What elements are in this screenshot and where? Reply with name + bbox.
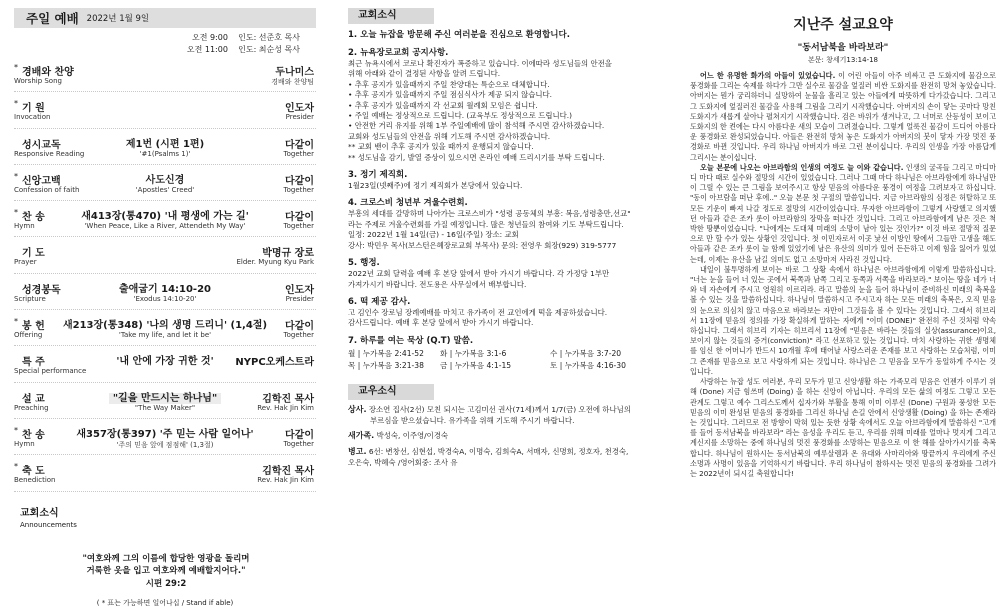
news-line: • 추후 공지가 있을때까지 주일 찬양대는 특순으로 대체합니다. bbox=[348, 79, 550, 89]
news-header: 교회소식 bbox=[348, 8, 434, 24]
qt-day: 월 | 누가복음 2:41-52 bbox=[348, 348, 424, 358]
order-item-leader-en: Together bbox=[283, 149, 314, 158]
order-item-leader-en: Together bbox=[283, 185, 314, 194]
order-item bbox=[14, 274, 316, 310]
order-item-detail: 새413장(통470) '내 평생에 가는 길' bbox=[81, 211, 249, 223]
news-item-4-heading: 4. 크로스비 청년부 겨울수련회. bbox=[348, 198, 468, 209]
sermon-reference: 본문: 창세기13:14-18 bbox=[808, 56, 878, 64]
order-item-title: 축 도 bbox=[22, 466, 45, 478]
news-line: 감사드립니다. 예배 후 본당 앞에서 받아 가시기 바랍니다. bbox=[348, 318, 534, 328]
order-item-detail: 새213장(통348) '나의 생명 드리니' (1,4절) bbox=[62, 320, 268, 332]
order-item-title: 성시교독 bbox=[22, 139, 61, 151]
worship-title: 주일 예배 bbox=[26, 11, 79, 26]
order-item-detail-en: "The Way Maker" bbox=[134, 403, 196, 412]
stand-mark: * bbox=[14, 208, 18, 218]
service-time-row: 오전 9:00 인도: 선준호 목사 bbox=[191, 33, 300, 42]
order-item-title: 찬 송 bbox=[22, 429, 45, 441]
order-item-leader-en: Elder. Myung Kyu Park bbox=[236, 258, 314, 267]
church-news-panel bbox=[342, 0, 662, 612]
order-item-title-en: Worship Song bbox=[14, 77, 62, 85]
news-line: 최근 뉴욕시에서 코로나 확진자가 폭증하고 있습니다. 이에따라 성도님들의 안전을 bbox=[348, 59, 612, 68]
order-item-detail: "길을 만드시는 하나님" bbox=[14, 389, 316, 404]
news-line: • 주일 예배는 정상적으로 드립니다. (교육부도 정상적으로 드립니다.) bbox=[348, 111, 573, 121]
mourning-notice: 상사. 장소연 집사(2선) 모친 되시는 고김미선 권사(71세)께서 1/7(금) 오전에 하나님의 부르심을 받으셨습니다. 유가족을 위해 기도해 주시기 바랍니다. bbox=[348, 404, 631, 425]
stand-mark: * bbox=[14, 99, 18, 109]
order-item-detail: 사도신경 bbox=[145, 174, 185, 186]
order-item-detail-en: 'Exodus 14:10-20' bbox=[133, 294, 197, 303]
new-family-notice: 새가족. 박성숙, 이주영/이경숙 bbox=[348, 431, 449, 441]
order-item-leader: NYPC오케스트라 bbox=[235, 357, 314, 369]
order-item-leader-en: Together bbox=[283, 331, 314, 340]
news-line: 교회와 성도님들의 안전을 위해 기도해 주시면 감사하겠습니다. bbox=[348, 131, 551, 141]
order-item-title: 봉 헌 bbox=[22, 321, 45, 333]
order-item-title: 찬 송 bbox=[22, 212, 45, 224]
order-item-detail: '내 안에 가장 귀한 것' bbox=[116, 356, 214, 368]
news-item-4-body bbox=[348, 209, 656, 251]
order-item-title-en: Invocation bbox=[14, 113, 51, 122]
order-item-title-en: Hymn bbox=[14, 439, 35, 448]
order-item-leader-en: 경배와 찬양팀 bbox=[271, 78, 314, 86]
stand-mark: * bbox=[14, 425, 18, 435]
sermon-paragraph: 어느 한 유명한 화가의 아들이 있었습니다. 이 어린 아들이 아주 비싸고 큰 도화지에 물감으로 풍경화를 그리는 숙제를 하다가 그만 실수로 물감을 엎질러 비싼 도화지를 완전히 망쳐 놓았습니다. 아버지는 뭔가 궁리하더니 실망하여 눈물을 흘리고 있는 아들에게 따뜻하게 다가갔습니다. 그리고 그 도화지에 엎질러진 물감을 사용해 그림을 그리기 시작했습니다. 아버지의 손이 닿는 곳마다 망친 도화지가 새롭게 살아나 펼쳐지기 시작했습니다. 검은 바위가 생겨나고, 그 너머로 산등성이 보이고 도화지의 한 켠에는 다시 아름다운 새의 모습이 그려졌습니다. 그렇게 얼룩진 물감이 드디어 아름다운 풍경화로 완성되었습니다. 아들은 완전히 망쳐 놓은 도화지가 아버지의 붓이 닿자 가장 멋진 풍경화로 바뀐 것입니다. 우리 하나님 아버지가 바로 그런 분이십니다. 우리의 인생을 가장 아름답게 그리시는 분이십니다. bbox=[690, 71, 996, 162]
order-item-title-en: Offering bbox=[14, 331, 43, 340]
news-item-5-heading: 5. 행정. bbox=[348, 258, 380, 269]
order-item bbox=[14, 56, 316, 92]
order-item-title: 기 도 bbox=[22, 248, 45, 260]
qt-schedule bbox=[348, 348, 656, 372]
worship-date: 2022년 1월 9일 bbox=[86, 14, 150, 24]
order-item-detail: 제1번 (시편 1편) bbox=[125, 138, 205, 150]
sick-notice: 병고. 6선: 변창선, 심현섭, 박경숙A, 이명숙, 김희숙A, 서매자, 신명희, 정호자, 천경숙, 오은숙, 박혜숙 /영어회중: 조사 유 bbox=[348, 447, 629, 467]
order-item-leader: 김학진 목사 bbox=[262, 466, 314, 478]
news-line: 부흥의 세대를 갈망하며 나아가는 크로스비가 "성령 공동체의 부흥: 복음,성령충만,선교" bbox=[348, 209, 631, 219]
order-item-leader: 박명규 장로 bbox=[262, 248, 314, 260]
sermon-summary-title: 지난주 설교요약 bbox=[793, 17, 893, 33]
order-item-detail-en: 'When Peace, Like a River, Attendeth My Way' bbox=[84, 222, 246, 231]
order-item-leader-en: Presider bbox=[285, 113, 314, 122]
order-item-title-en: Hymn bbox=[14, 222, 35, 231]
service-time-row: 오전 11:00 인도: 최순성 목사 bbox=[186, 45, 300, 54]
news-line: 고 김인수 장로님 장례예배를 마치고 유가족이 전 교인에게 떡을 제공하셨습니다. bbox=[348, 307, 608, 317]
order-item-title-en: Prayer bbox=[14, 258, 37, 267]
order-item-detail-en: '#1(Psalms 1)' bbox=[139, 149, 191, 158]
qt-day: 금 | 누가복음 4:1-15 bbox=[440, 360, 512, 370]
stand-note: ( * 표는 가능하면 일어나십 / Stand if able) bbox=[96, 599, 234, 608]
qt-day: 수 | 누가복음 3:7-20 bbox=[550, 348, 622, 358]
order-item-title-en: Scripture bbox=[14, 294, 46, 303]
order-item-detail-en: '주의 믿음 앞에 점점해' (1,3절) bbox=[116, 440, 214, 449]
order-item bbox=[14, 165, 316, 201]
order-list bbox=[14, 56, 316, 492]
order-item-leader-en: Rev. Hak Jin Kim bbox=[257, 476, 314, 485]
order-item-leader: 다같이 bbox=[285, 139, 314, 151]
order-item-leader: 다같이 bbox=[285, 175, 314, 187]
order-item bbox=[14, 237, 316, 273]
order-item-title-en: Benediction bbox=[14, 476, 56, 485]
order-item-leader: 다같이 bbox=[285, 321, 314, 333]
order-item-detail: 출애굽기 14:10-20 bbox=[118, 283, 212, 295]
news-line: 위해 아래와 같이 결정된 사항을 알려 드립니다. bbox=[348, 69, 501, 79]
order-item-title-en: Special performance bbox=[14, 367, 87, 376]
news-line: 라는 주제로 겨울수련회를 가질 예정입니다. 많은 청년들의 참여와 기도 부탁드립니다. bbox=[348, 219, 624, 229]
members-news-header: 교우소식 bbox=[348, 384, 434, 400]
sermon-paragraph: 사랑하는 뉴잡 성도 여러분, 우리 모두가 믿고 신앙생활 하는 가족모리 믿음은 언젠가 이루기 위해 (Done) 지금 힘쓰며 (Doing) 을 하는 신앙이 아닙니다. 우리의 모든 삶의 여정도 그렇고 모든 관계도 그렇고 예수 그리스도께서 십자가와 부활을 통해 이미 이루신 (Done) 구원과 풍성한 모든 믿음의 이미 완성된 믿음의 풍경화를 그리신 하나님 손길 안에서 신앙생활 (Doing) 을 하는 존재라는 것입니다. 그러므로 전 방향이 막혀 있는 듯한 상황 속에서도 오늘 아브라함에게 말씀하신 "고개를 들어 동서남북을 바라보라" 라는 음성을 우리도 듣고, 우리를 위해 미래를 얼마나 멋지게 그리고 계신지를 소망하는 중에 하나님의 멋진 풍경화를 소망하는 믿음으로 이 한 해를 살아가시기를 축복합니다. 하나님이 원하시는 동서남북의 예루살렘과 온 유대와 사마리아와 땅끝까지 우리에게 주신 소명과 사명이 있음을 기억하시기 바랍니다. 우리 하나님이 참하시는 멋진 믿음의 풍경화를 그려가는 2022년이 되시길 축원합니다! bbox=[690, 377, 996, 478]
order-item-title-en: Confession of faith bbox=[14, 185, 80, 194]
order-item-leader: 다같이 bbox=[285, 212, 314, 224]
order-item-detail-en: 'Take my life, and let it be' bbox=[118, 331, 212, 340]
order-item-leader-en: Presider bbox=[285, 294, 314, 303]
sermon-summary-panel bbox=[680, 0, 1008, 612]
order-item-leader: 김학진 목사 bbox=[262, 393, 314, 405]
order-item-title: 기 원 bbox=[22, 103, 45, 115]
news-item-3-body: 1월23일(넷째주)에 정기 제직회가 본당에서 있습니다. bbox=[348, 181, 523, 191]
order-item-leader: 인도자 bbox=[285, 284, 314, 296]
order-item bbox=[14, 419, 316, 455]
worship-order-panel bbox=[0, 0, 328, 612]
order-item-leader-en: Together bbox=[283, 222, 314, 231]
order-item bbox=[14, 201, 316, 237]
news-item-1: 1. 오늘 뉴잡을 방문해 주신 여러분을 진심으로 환영합니다. bbox=[348, 30, 570, 40]
news-line: ** 교회 밴이 추후 공지가 있을 때까지 운행되지 않습니다. bbox=[348, 142, 534, 152]
order-item bbox=[14, 383, 316, 419]
news-line: • 추후 공지가 있을때까지 주일 점심식사가 제공 되지 않습니다. bbox=[348, 90, 552, 100]
news-item-7-heading: 7. 하루를 여는 묵상 (Q.T) 말씀. bbox=[348, 335, 474, 346]
order-item-title: 성경봉독 bbox=[22, 284, 61, 296]
order-item-leader: 다같이 bbox=[285, 429, 314, 441]
news-item-6-body bbox=[348, 308, 656, 329]
sermon-paragraph: 오늘 본문에 나오는 아브라함의 인생의 여정도 늘 이와 같습니다. 인생의 굴곡들 그리고 마디마디 마다 때로 실수와 절망의 시간이 있었습니다. 그러나 그때 마다 하나님은 아브라함에게 하나님만이 그릴 수 있는 큰 그림을 보여주시고 항상 믿음의 아름다운 풍경이 여정을 그려보자고 하십니다. "동이 아브람을 떠난 후에.." 오늘 본문 첫 구절의 말씀입니다. 지금 아브라함의 심정은 허탈하고 또 모든 기운이 빠져 나갈 정도로 절망의 시간이었습니다. 무자한 아브라함이 그렇게 사랑했고 의지했던 아들과 같은 조카 롯이 아브라함의 장막을 떠나간 것입니다. 그리고 아브라함에게 남은 것은 척박한 땅뿐이었습니다. "나에게는 도대체 미래의 소망이 남아 있는 것인가?" 이것 바로 절망적 질문으로 만 할 수가 있는 상황인 것입니다. 첫 이민자로서 이곳 낯선 이방인 땅에서 그들만 고생을 해도 아들과 같은 조카 롯이 늘 함께 있었기에 남은 유산의 의미가 있어 든든하고 이제 힘을 잃어가 있었는데, 이제는 유산을 남길 의미도 없고 소망마저 사라진 것입니다. bbox=[690, 162, 996, 264]
stand-mark: * bbox=[14, 63, 18, 72]
news-line: • 추후 공지가 있을때까지 각 선교회 월례회 모임은 쉽니다. bbox=[348, 100, 538, 110]
stand-mark: * bbox=[14, 462, 18, 472]
order-item bbox=[14, 455, 316, 491]
news-line: • 안전한 거리 유지를 위해 1부 주일예배에 많이 참석해 주시면 감사하겠습니다. bbox=[348, 121, 605, 131]
news-line: 강사: 박민우 목사(보스턴은혜장로교회 부목사) 문의: 전영우 회장(929) 319-5777 bbox=[348, 240, 617, 250]
news-line: ** 성도님을 감기, 발열 증상이 있으시면 온라인 예배 드리시기를 부탁 드립니다. bbox=[348, 152, 605, 162]
news-item-3-heading: 3. 정기 제직회. bbox=[348, 170, 408, 181]
stand-mark: * bbox=[14, 171, 18, 181]
order-item-leader: 인도자 bbox=[285, 103, 314, 115]
sermon-paragraph: 내일이 불투명하게 보이는 바로 그 상황 속에서 하나님은 아브라함에게 이렇게 말씀하십니다. "너는 눈을 들어 너 있는 곳에서 북쪽과 남쪽 그리고 동쪽과 서쪽을 바라보라." 보이는 땅을 네가 너와 네 자손에게 주시고 영원히 이르리라. 라고 말씀의 눈을 들어 하나님이 준비하신 미래의 축복을 볼 수 있는 것을 말씀하십니다. 하나님이 말씀하시고 주시고자 하는 모든 미래의 축복은, 오직 믿음의 눈으로 의심치 않고 마음으로 바라보는 자만이 그것들을 볼 수 있다는 것입니다. 그래서 히브리서 11장에 믿음의 정의를 가장 확실하게 말하는 자에게 "이미 (DONE)" 완전히 주신 것처럼 약속 하십니다. 그래서 히브리 기자는 히브리서 11장에 "믿음은 바라는 것들의 실상(assurance)이요, 보이지 않는 것들의 증거(conviction)" 라고 선포하고 있는 것입니다. 마치 사랑하는 귀한 생명체를 임신 한 어머니가 반드시 10개월 후에 태어날 사랑스러운 존재를 보고 사랑하는 모습처럼, 이미 그 존재를 믿음으로 보고 사랑하게 되는 것입니다. 하나님은 그 믿음을 모두가 동일하게 주시는 것입니다. bbox=[690, 264, 996, 376]
announcements-label-en: Announcements bbox=[20, 520, 77, 529]
stand-mark: * bbox=[14, 317, 18, 327]
order-item-title-en: Preaching bbox=[14, 403, 49, 412]
news-item-2-heading: 2. 뉴욕장로교회 공지사항. bbox=[348, 48, 449, 58]
news-item-5-body bbox=[348, 269, 656, 290]
order-item-leader-en: Together bbox=[283, 439, 314, 448]
news-item-2-body bbox=[348, 59, 656, 163]
news-line: 가져가시기 바랍니다. 전도용은 사무실에서 배부합니다. bbox=[348, 279, 527, 289]
order-item-title: 신앙고백 bbox=[22, 175, 61, 187]
order-item bbox=[14, 92, 316, 128]
order-item-detail: 새357장(통397) '주 믿는 사람 일어나' bbox=[76, 428, 254, 440]
order-item-leader-en: Rev. Hak Jin Kim bbox=[257, 403, 314, 412]
order-item bbox=[14, 346, 316, 382]
scripture-verse: "여호와께 그의 이름에 합당한 영광을 돌리며 거룩한 옷을 입고 여호와께 예배할지어다." 시편 29:2 bbox=[82, 553, 250, 589]
order-item-detail-en: 'Apostles' Creed' bbox=[135, 185, 195, 194]
qt-day: 목 | 누가복음 3:21-38 bbox=[348, 360, 424, 370]
order-item-title: 특 주 bbox=[22, 357, 45, 369]
news-line: 2022년 교회 달력을 예배 후 본당 앞에서 받아 가시기 바랍니다. 각 가정당 1부만 bbox=[348, 269, 610, 279]
order-item-leader: 두나미스 bbox=[275, 67, 314, 78]
service-times bbox=[14, 32, 316, 56]
qt-day: 토 | 누가복음 4:16-30 bbox=[550, 360, 626, 370]
sermon-title: "동서남북을 바라보라" bbox=[797, 43, 889, 53]
qt-day: 화 | 누가복음 3:1-6 bbox=[440, 348, 507, 358]
order-item-title: 설 교 bbox=[22, 393, 45, 405]
order-item-title-en: Responsive Reading bbox=[14, 149, 85, 158]
sermon-body bbox=[690, 71, 996, 479]
order-item bbox=[14, 129, 316, 165]
announcements-label: 교회소식 bbox=[20, 507, 59, 519]
worship-header bbox=[14, 8, 316, 28]
order-item-title: 경배와 찬양 bbox=[22, 67, 74, 78]
order-item bbox=[14, 310, 316, 346]
news-item-6-heading: 6. 떡 제공 감사. bbox=[348, 296, 411, 307]
news-line: 일정: 2022년 1월 14일(금) - 16일(주일) 장소: 교회 bbox=[348, 230, 519, 240]
